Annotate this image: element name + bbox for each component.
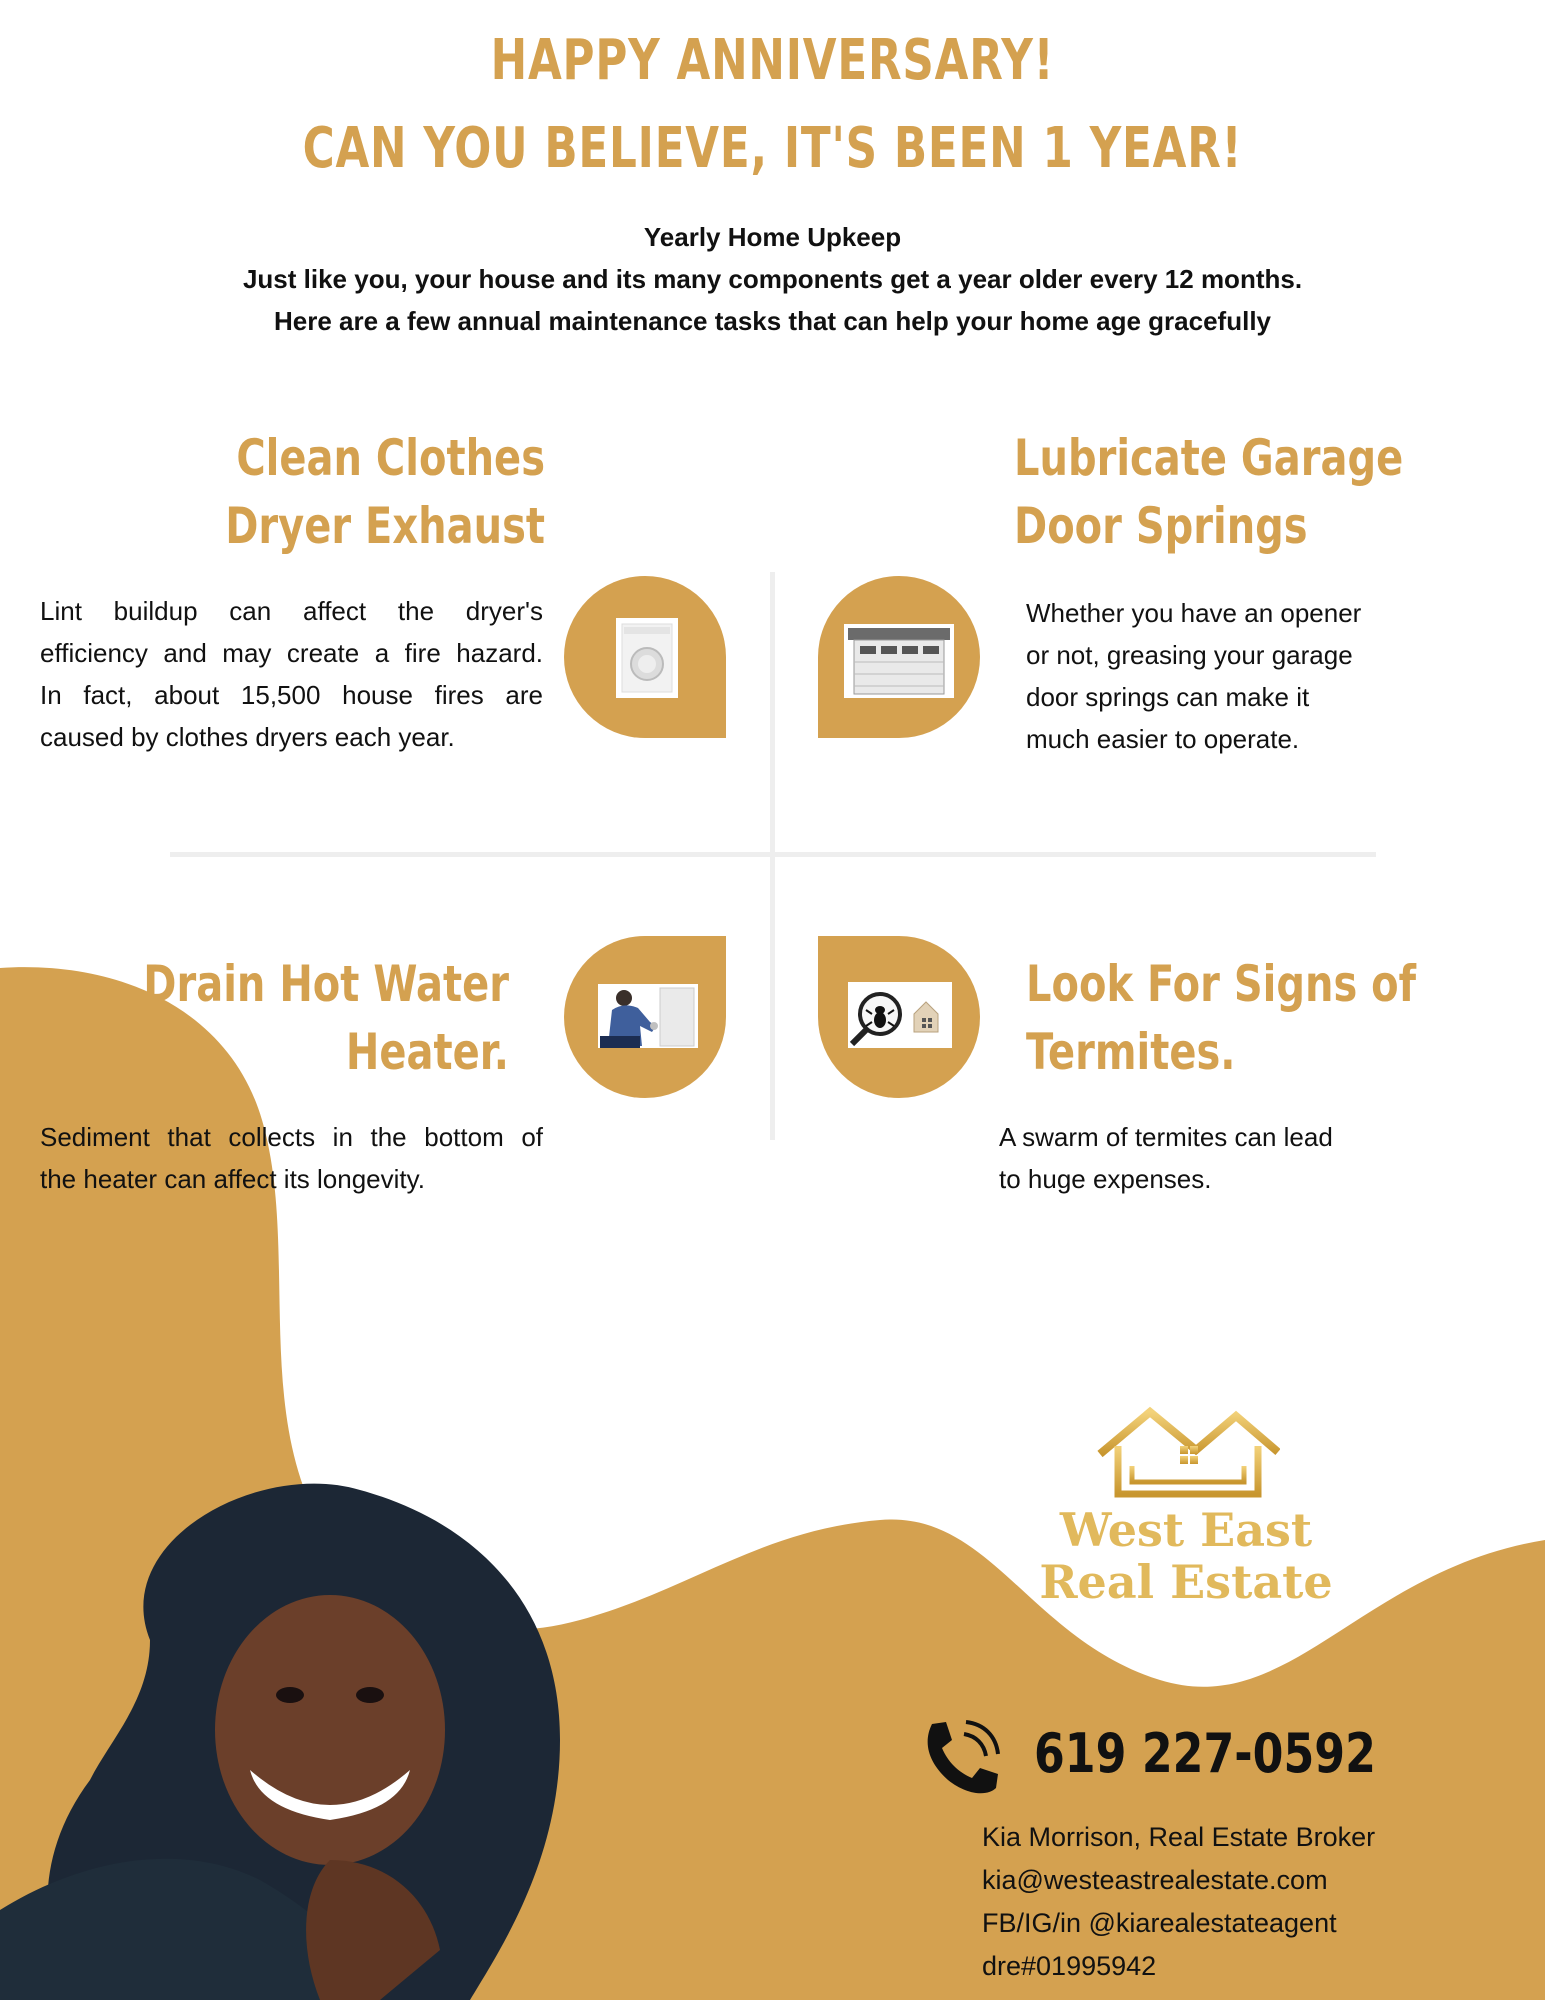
dryer-badge bbox=[564, 576, 726, 738]
heater-badge bbox=[564, 936, 726, 1098]
headline-anniversary: HAPPY ANNIVERSARY! bbox=[490, 28, 1055, 93]
water-heater-repair-icon bbox=[564, 936, 726, 1098]
intro-title: Yearly Home Upkeep bbox=[643, 222, 902, 252]
task-garage-title-line2: Door Springs bbox=[1014, 497, 1308, 555]
termite-magnifier-icon bbox=[818, 936, 980, 1098]
task-dryer-desc-line: caused by clothes dryers each year. bbox=[40, 722, 455, 752]
task-heater-title-line1: Drain Hot Water bbox=[143, 955, 509, 1013]
intro-line-1: Just like you, your house and its many components get a year older every 12 months. bbox=[242, 264, 1303, 294]
agent-portrait bbox=[0, 1480, 580, 2000]
task-termites-desc-line: to huge expenses. bbox=[999, 1164, 1212, 1194]
intro-line-2: Here are a few annual maintenance tasks that can help your home age gracefully bbox=[273, 306, 1271, 336]
task-termites-title-line1: Look For Signs of bbox=[1026, 955, 1417, 1013]
agent-license: dre#01995942 bbox=[982, 1951, 1157, 1981]
task-dryer-title-line1: Clean Clothes bbox=[236, 429, 545, 487]
task-garage-title-line1: Lubricate Garage bbox=[1014, 429, 1404, 487]
task-dryer-desc-line: efficiency and may create a fire hazard. bbox=[40, 638, 543, 668]
logo-line2: Real Estate bbox=[1039, 1555, 1333, 1609]
headline-one-year: CAN YOU BELIEVE, IT'S BEEN 1 YEAR! bbox=[302, 116, 1243, 181]
task-garage-title bbox=[1014, 424, 1430, 560]
garage-badge bbox=[818, 576, 980, 738]
task-dryer-description bbox=[40, 590, 543, 758]
task-termites-desc-line: A swarm of termites can lead bbox=[999, 1122, 1333, 1152]
task-garage-desc-line: or not, greasing your garage bbox=[1026, 640, 1353, 670]
horizontal-divider bbox=[170, 852, 1376, 857]
phone-icon bbox=[918, 1716, 1002, 1800]
garage-door-icon bbox=[818, 576, 980, 738]
task-heater-title-line2: Heater. bbox=[345, 1023, 509, 1081]
task-dryer-title bbox=[97, 424, 545, 560]
task-dryer-desc-line: Lint buildup can affect the dryer's bbox=[40, 596, 543, 626]
task-heater-description bbox=[40, 1116, 543, 1200]
agent-email[interactable]: kia@westeastrealestate.com bbox=[982, 1865, 1328, 1895]
house-logo-icon bbox=[1096, 1406, 1280, 1502]
task-garage-desc-line: door springs can make it bbox=[1026, 682, 1310, 712]
task-heater-title bbox=[93, 950, 509, 1086]
task-termites-title bbox=[1026, 950, 1442, 1086]
clothes-dryer-icon bbox=[564, 576, 726, 738]
task-garage-desc-line: Whether you have an opener bbox=[1026, 598, 1362, 628]
termites-badge bbox=[818, 936, 980, 1098]
task-termites-title-line2: Termites. bbox=[1026, 1023, 1236, 1081]
task-garage-desc-line: much easier to operate. bbox=[1026, 724, 1300, 754]
phone-number[interactable]: 619 227-0592 bbox=[1034, 1722, 1376, 1785]
logo-line1: West East bbox=[1059, 1503, 1313, 1557]
agent-social[interactable]: FB/IG/in @kiarealestateagent bbox=[982, 1908, 1337, 1938]
task-termites-description bbox=[999, 1116, 1419, 1200]
task-dryer-desc-line: In fact, about 15,500 house fires are bbox=[40, 680, 543, 710]
agent-name: Kia Morrison, Real Estate Broker bbox=[982, 1822, 1376, 1852]
task-garage-description bbox=[1026, 592, 1446, 760]
task-heater-desc-line: Sediment that collects in the bottom of bbox=[40, 1122, 543, 1152]
task-dryer-title-line2: Dryer Exhaust bbox=[225, 497, 545, 555]
task-heater-desc-line: the heater can affect its longevity. bbox=[40, 1164, 425, 1194]
